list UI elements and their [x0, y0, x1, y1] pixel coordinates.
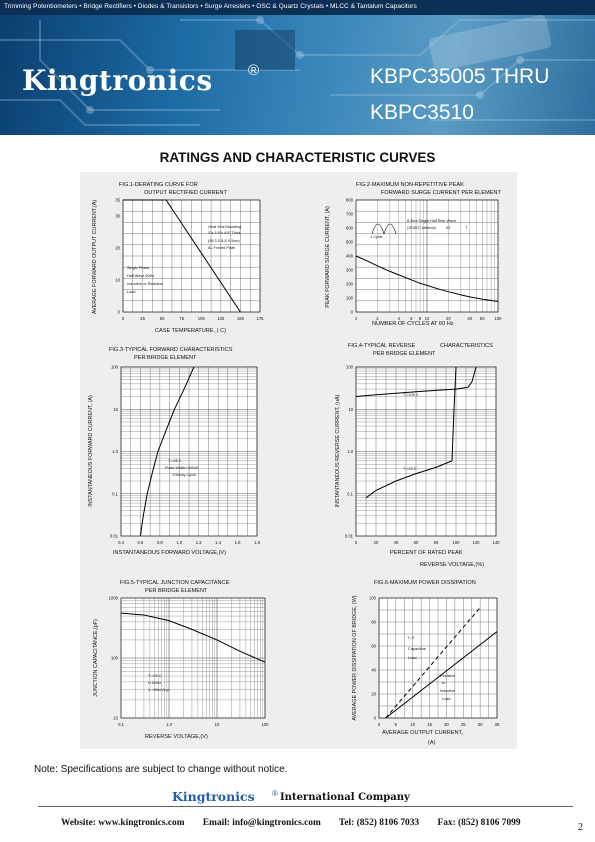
- fig1-y-tick-label: 20: [115, 245, 120, 251]
- fig3-y-tick-label: 0.01: [109, 533, 118, 539]
- fig1-annotation: Single Phase: [127, 266, 150, 270]
- fig3-x-tick-label: 1.2: [195, 540, 202, 545]
- fig1-annotation: Load: [127, 290, 136, 294]
- fig6-y-axis-label: AVERAGE POWER DISSIPATION OF BRIDGE, (W): [352, 595, 358, 721]
- fig2-y-tick-label: 500: [346, 239, 353, 245]
- fig6-y-tick-label: 0: [373, 715, 376, 721]
- fig4-y-tick-label: 10: [348, 406, 353, 412]
- fig5-x-axis-label: REVERSE VOLTAGE,(V): [145, 734, 208, 740]
- fig6-x-tick-label: 25: [460, 722, 466, 727]
- fig3-y-tick-label: 1.0: [112, 449, 118, 454]
- fig6-annotation: Load: [408, 656, 417, 660]
- fig4-x-tick-label: 140: [492, 540, 500, 545]
- fig2-x-tick-label: 100: [494, 316, 502, 321]
- fig1-y-tick-label: 35: [115, 197, 120, 203]
- part-number-title-line1: KBPC35005 THRU: [370, 65, 550, 88]
- fig3-annotation: Pulse Width=300uS: [165, 466, 199, 470]
- fig2-x-axis-label: NUMBER OF CYCLES AT 60 Hz: [372, 321, 454, 327]
- fig2-annotation: (JEDEC Method): [407, 226, 436, 230]
- fig5-grid: [121, 598, 265, 718]
- fig2-x-tick-label: 1: [354, 316, 358, 321]
- fig1-x-axis-label: CASE TEMPERATURE, ( C): [155, 328, 226, 334]
- fig1-annotation: Inductive or Resistive: [127, 282, 164, 286]
- fig6-x-tick-label: 10: [410, 722, 416, 727]
- charts-canvas: [80, 172, 517, 749]
- fig4-annotation: T =25 C: [403, 467, 417, 471]
- fig4-title-right: CHARACTERISTICS: [440, 343, 493, 349]
- fig2-y-tick-label: 800: [346, 197, 353, 203]
- fig1-title: FIG.1-DERATING CURVE FOR: [119, 182, 198, 188]
- footer-brand-logo: Kingtronics: [172, 789, 255, 804]
- fig6-y-tick-label: 20: [371, 691, 376, 697]
- fig3-x-axis-label: INSTANTANEOUS FORWARD VOLTAGE,(V): [113, 550, 227, 556]
- fig3-x-tick-label: 0.4: [118, 540, 124, 545]
- fig3-x-tick-label: 0.8: [156, 540, 163, 545]
- page-number: 2: [578, 822, 583, 833]
- fig2-y-tick-label: 300: [346, 267, 353, 273]
- fig1-y-tick-label: 30: [115, 213, 120, 219]
- fig4-y-tick-label: 100: [346, 364, 353, 370]
- fig6-y-tick-label: 40: [371, 667, 376, 673]
- fig1-annotation: (39.3 X 8.8 X 5cm): [208, 239, 240, 243]
- fig1-subtitle: OUTPUT RECTIFIED CURRENT: [144, 190, 227, 196]
- fig4-subtitle: PER BRIDGE ELEMENT: [373, 351, 436, 357]
- fig3-annotation: T =25 C: [168, 459, 182, 463]
- footer-divider: [38, 806, 573, 807]
- fig6-annotation: or: [442, 681, 446, 685]
- fig2-grid: [356, 200, 498, 312]
- fig6-y-tick-label: 60: [371, 643, 376, 649]
- fig5-x-tick-label: 0.1: [118, 722, 124, 727]
- fig5-x-tick-label: 10: [214, 722, 220, 727]
- fig4-x-tick-label: 100: [452, 540, 460, 545]
- fig5-y-tick-label: 10: [113, 715, 118, 721]
- fig2-title: FIG.2-MAXIMUM NON-REPETITIVE PEAK: [356, 182, 464, 188]
- fig1-x-tick-label: 50: [159, 316, 165, 321]
- fig2-y-tick-label: 0: [350, 309, 353, 315]
- footer-email[interactable]: Email: info@kingtronics.com: [202, 818, 321, 828]
- product-lines-bar: [0, 0, 595, 15]
- fig3-annotation: 1%Duty Cycle: [172, 473, 196, 477]
- fig3-x-tick-label: 0.6: [137, 540, 144, 545]
- part-number-title-line2: KBPC3510: [370, 101, 474, 124]
- fig4-x-tick-label: 60: [413, 540, 419, 545]
- fig2-y-tick-label: 100: [346, 295, 353, 301]
- section-title: RATINGS AND CHARACTERISTIC CURVES: [159, 150, 436, 165]
- fig5-annotation: V =50mVp-p: [148, 688, 170, 692]
- brand-logo: Kingtronics: [22, 64, 213, 97]
- fig4-x-tick-label: 20: [373, 540, 379, 545]
- fig1-x-tick-label: 25: [140, 316, 145, 321]
- footer-fax: Fax: (852) 8106 7099: [437, 818, 521, 828]
- header-banner: [0, 0, 595, 135]
- fig2-annotation: T: [465, 226, 468, 230]
- fig2-annotation: AT: [446, 226, 451, 230]
- fig1-y-axis-label: AVERAGE FORWARD OUTPUT CURRENT,(A): [92, 199, 98, 315]
- fig5-annotation: T =25 C: [148, 674, 162, 678]
- fig6-title: FIG.6-MAXIMUM POWER DISSIPATION: [374, 580, 476, 586]
- fig4-title: FIG.4-TYPICAL REVERSE: [348, 343, 416, 349]
- fig3-y-tick-label: 100: [111, 364, 118, 370]
- fig4-x-tick-label: 40: [393, 540, 399, 545]
- fig6-x-tick-label: 5: [394, 722, 398, 727]
- fig5-y-tick-label: 100: [111, 655, 118, 661]
- fig5-title: FIG.5-TYPICAL JUNCTION CAPACITANCE: [120, 580, 230, 586]
- fig1-annotation: Half Wave 60Hz: [127, 274, 155, 278]
- fig6-annotation: Inductive: [440, 689, 456, 693]
- fig2-x-tick-label: 6: [410, 316, 413, 321]
- footer-tel: Tel: (852) 8106 7033: [339, 818, 420, 828]
- fig2-y-axis-label: PEAK FORWARD SURGE CURRENT, (A): [325, 206, 331, 308]
- fig4-x-axis-label-2: REVERSE VOLTAGE,(%): [420, 562, 485, 568]
- fig2-subtitle: FORWARD SURGE CURRENT PER ELEMENT: [381, 190, 501, 196]
- fig6-x-axis-label: AVERAGE OUTPUT CURRENT,: [382, 730, 463, 736]
- fig2-annotation: 1 Cycle: [370, 235, 383, 239]
- footer-website[interactable]: Website: www.kingtronics.com: [61, 818, 185, 828]
- fig6-annotation: Resistive: [440, 674, 456, 678]
- fig6-annotation: Load: [442, 697, 451, 701]
- fig1-x-tick-label: 125: [217, 316, 225, 321]
- fig6-annotation: T =T: [407, 636, 415, 640]
- fig2-y-tick-label: 200: [346, 281, 353, 287]
- fig3-x-tick-label: 1.0: [176, 540, 183, 545]
- fig6-x-tick-label: 30: [477, 722, 483, 727]
- fig2-x-tick-label: 8: [418, 316, 422, 321]
- fig2-x-tick-label: 40: [467, 316, 473, 321]
- fig1-annotation: 3"x 3.9"x 4.9" Thick: [208, 231, 241, 235]
- fig1-x-tick-label: 150: [236, 316, 244, 321]
- fig1-y-tick-label: 0: [117, 309, 120, 315]
- fig1-x-tick-label: 175: [256, 316, 264, 321]
- fig2-annotation: 8.3ms Single Half Sine-Wave: [407, 219, 457, 223]
- fig5-subtitle: PER BRIDGE ELEMENT: [145, 588, 208, 594]
- fig6-x-tick-label: 35: [494, 722, 500, 727]
- fig5-y-axis-label: JUNCTION CAPACITANCE,(pF): [93, 619, 99, 697]
- fig5-annotation: f=1MHz: [148, 681, 162, 685]
- footer-registered-mark: ®: [272, 789, 278, 798]
- fig2-x-tick-label: 4: [397, 316, 400, 321]
- fig6-x-axis-label-2: (A): [428, 740, 436, 746]
- fig1-x-tick-label: 75: [179, 316, 185, 321]
- fig4-x-axis-label: PERCENT OF RATED PEAK: [390, 550, 463, 556]
- fig2-x-tick-label: 2: [376, 316, 379, 321]
- fig3-x-tick-label: 1.6: [234, 540, 241, 545]
- fig5-x-tick-label: 1.0: [166, 722, 172, 727]
- fig2-x-tick-label: 60: [479, 316, 485, 321]
- fig4-y-tick-label: 1.0: [347, 449, 353, 454]
- fig4-y-tick-label: 0.01: [344, 533, 353, 539]
- registered-mark: ®: [248, 62, 260, 79]
- fig3-x-tick-label: 1.4: [215, 540, 222, 545]
- fig6-y-tick-label: 100: [369, 595, 376, 601]
- fig1-annotation: AL Finned Plate: [208, 246, 235, 250]
- fig4-annotation: T =100 C: [403, 393, 419, 397]
- fig6-x-tick-label: 0: [377, 722, 381, 727]
- fig2-x-tick-label: 10: [424, 316, 430, 321]
- fig4-y-axis-label: INSTANTANEOUS REVERSE CURRENT, (uA): [335, 394, 341, 508]
- fig6-y-tick-label: 80: [371, 619, 376, 625]
- charts-panel: [80, 172, 517, 749]
- fig3-subtitle: PER BRIDGE ELEMENT: [134, 355, 197, 361]
- specification-note: Note: Specifications are subject to change without notice.: [34, 764, 288, 775]
- fig3-x-tick-label: 1.8: [254, 540, 260, 545]
- fig6-annotation: Capacitive: [408, 647, 426, 651]
- fig2-y-tick-label: 700: [346, 211, 353, 217]
- footer-company-name: International Company: [280, 792, 410, 803]
- fig6-x-tick-label: 15: [427, 722, 432, 727]
- fig4-x-tick-label: 80: [433, 540, 439, 545]
- fig4-x-tick-label: 0: [354, 540, 358, 545]
- footer-contact-line: [61, 818, 537, 828]
- fig2-y-tick-label: 600: [346, 225, 353, 231]
- fig4-x-tick-label: 120: [472, 540, 480, 545]
- product-lines-text: Trimming Potentiometers • Bridge Rectifiers • Diodes & Transistors • Surge Arresters • OSC & Quartz Crystals • MLCC & Tantalum Capacitors: [4, 3, 417, 10]
- fig2-x-tick-label: 20: [446, 316, 451, 321]
- fig4-y-tick-label: 0.1: [347, 491, 353, 497]
- fig5-y-tick-label: 1000: [108, 595, 118, 601]
- fig3-y-tick-label: 10: [113, 406, 118, 412]
- fig6-x-tick-label: 20: [444, 722, 449, 727]
- fig2-y-tick-label: 400: [346, 253, 353, 259]
- fig1-annotation: Heat Sink Mounting: [208, 225, 242, 229]
- fig1-x-tick-label: 100: [197, 316, 205, 321]
- fig5-x-tick-label: 100: [261, 722, 269, 727]
- fig1-y-tick-label: 10: [115, 277, 120, 283]
- fig3-y-tick-label: 0.1: [112, 491, 118, 497]
- fig3-y-axis-label: INSTANTANEOUS FORWARD CURRENT, (A): [88, 395, 94, 507]
- fig1-x-tick-label: 0: [121, 316, 125, 321]
- fig3-title: FIG.3-TYPICAL FORWARD CHARACTERISTICS: [109, 347, 233, 353]
